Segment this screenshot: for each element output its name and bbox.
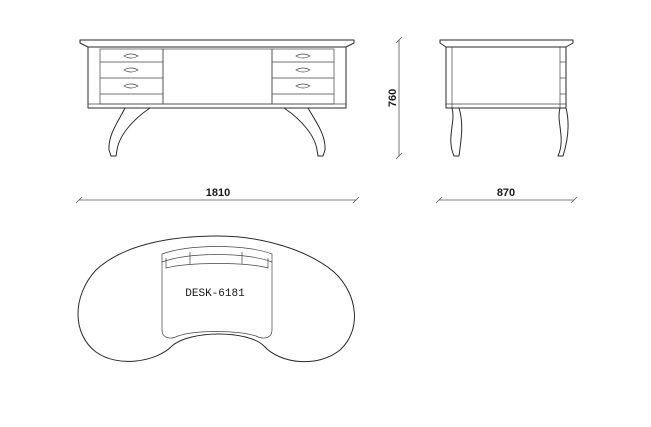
drawer-handle-icon bbox=[124, 54, 138, 58]
side-top-slab bbox=[440, 40, 573, 47]
side-body bbox=[446, 47, 566, 108]
left-drawer-box bbox=[100, 49, 163, 104]
front-right-leg bbox=[284, 108, 325, 156]
drawer-handle-icon bbox=[124, 68, 138, 72]
height-dimension-label: 760 bbox=[387, 88, 399, 108]
desk-top-slab bbox=[80, 40, 354, 47]
front-left-leg bbox=[109, 108, 150, 156]
depth-dimension-label: 870 bbox=[496, 187, 516, 199]
side-right-leg bbox=[558, 108, 568, 156]
side-left-leg bbox=[451, 108, 462, 156]
height-dimension bbox=[387, 37, 402, 159]
drawer-handle-icon bbox=[296, 68, 310, 72]
organizer-unit bbox=[162, 247, 272, 263]
front-elevation-view bbox=[80, 40, 354, 156]
center-panel bbox=[163, 49, 272, 104]
desk-body bbox=[88, 47, 346, 108]
width-dimension bbox=[76, 187, 359, 203]
drawer-handle-icon bbox=[296, 54, 310, 58]
depth-dimension bbox=[436, 187, 577, 203]
side-elevation-view bbox=[440, 40, 573, 156]
right-drawer-box bbox=[272, 49, 334, 104]
drawer-handle-icon bbox=[124, 84, 138, 88]
width-dimension-label: 1810 bbox=[205, 187, 231, 199]
model-label: DESK-6181 bbox=[185, 288, 245, 300]
drawer-handle-icon bbox=[296, 84, 310, 88]
top-plan-view bbox=[78, 236, 354, 362]
chair-recess bbox=[162, 262, 272, 338]
